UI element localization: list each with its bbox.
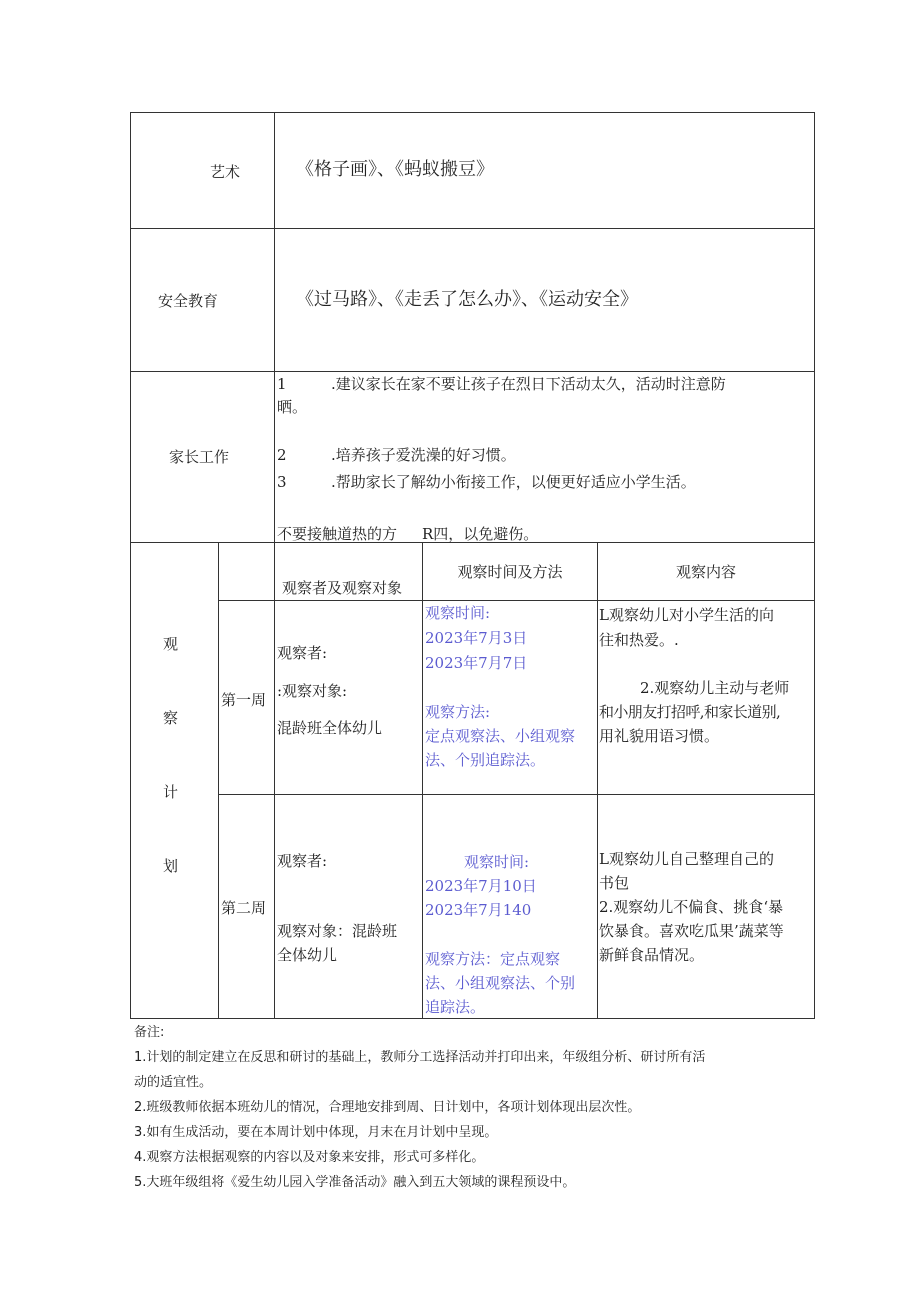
week2-content-line-5: 新鲜食品情况。 <box>599 946 705 964</box>
week2-method-line-3: 追踪法。 <box>425 998 486 1016</box>
parent-item-2-line1: .培养孩子爱洗澡的好习惯。 <box>331 446 516 464</box>
parent-item-3-num: 3 <box>277 473 287 491</box>
note-5: 5.大班年级组将《爱生幼儿园入学准备活动》融入到五大领域的课程预设中。 <box>134 1175 576 1190</box>
notes-title: 备注: <box>134 1025 165 1040</box>
note-1b: 动的适宜性。 <box>134 1075 213 1090</box>
week1-date-1: 2023年7月3日 <box>425 629 528 647</box>
parent-label: 家长工作 <box>169 448 230 466</box>
art-content: 《格子画》、《蚂蚁搬豆》 <box>296 159 494 180</box>
note-4: 4.观察方法根据观察的内容以及对象来安排，形式可多样化。 <box>134 1150 485 1165</box>
parent-item-1-line2: 晒。 <box>277 398 308 416</box>
week2-content-line-2: 书包 <box>599 874 630 892</box>
week1-content-line-5: 用礼貌用语习惯。 <box>599 727 720 745</box>
week1-content-line-3: 2.观察幼儿主动与老师 <box>640 679 790 697</box>
observation-label-char-1: 观 <box>163 635 179 653</box>
week2-time-label: 观察时间: <box>464 853 530 871</box>
parent-footer-right: R四，以免避伤。 <box>422 525 539 543</box>
week1-observer: 观察者: <box>277 644 328 662</box>
observation-label-char-4: 划 <box>163 857 179 875</box>
header-observer: 观察者及观察对象 <box>282 579 403 597</box>
week1-time-label: 观察时间: <box>425 604 491 622</box>
week2-method-line-2: 法、小组观察法、个别 <box>425 974 576 992</box>
week2-target-line-1: 观察对象：混龄班 <box>277 922 398 940</box>
week2-observer: 观察者: <box>277 852 328 870</box>
observation-label-char-2: 察 <box>163 709 179 727</box>
parent-item-1-num: 1 <box>277 375 287 393</box>
week1-method-label: 观察方法: <box>425 703 491 721</box>
week1-target-value: 混龄班全体幼儿 <box>277 719 383 737</box>
week1-content-line-4: 和小朋友打招呼,和家长道别, <box>599 703 781 721</box>
week1-content-line-2: 往和热爱。. <box>599 631 679 649</box>
week2-date-2: 2023年7月140 <box>425 901 532 919</box>
note-2: 2.班级教师依据本班幼儿的情况，合理地安排到周、日计划中，各项计划体现出层次性。 <box>134 1100 641 1115</box>
safety-content: 《过马路》、《走丢了怎么办》、《运动安全》 <box>296 289 638 310</box>
week2-content-line-3: 2.观察幼儿不偏食、挑食‘暴 <box>599 898 784 916</box>
week1-date-2: 2023年7月7日 <box>425 654 528 672</box>
week2-date-1: 2023年7月10日 <box>425 877 537 895</box>
header-content: 观察内容 <box>675 563 736 581</box>
parent-item-2-num: 2 <box>277 446 287 464</box>
week2-target-line-2: 全体幼儿 <box>277 946 338 964</box>
note-1a: 1.计划的制定建立在反思和研讨的基础上，教师分工选择活动并打印出来，年级组分析、研讨所有活 <box>134 1050 706 1065</box>
week1-method-line-1: 定点观察法、小组观察 <box>425 727 576 745</box>
week2-content-line-1: L观察幼儿自己整理自己的 <box>599 850 774 868</box>
parent-item-1-line1: .建议家长在家不要让孩子在烈日下活动太久，活动时注意防 <box>331 375 726 393</box>
week1-target: :观察对象: <box>277 682 348 700</box>
parent-footer-left: 不要接触道热的方 <box>277 525 398 543</box>
note-3: 3.如有生成活动，要在本周计划中体现，月末在月计划中呈现。 <box>134 1125 498 1140</box>
week2-content-line-4: 饮暴食。喜欢吃瓜果’蔬菜等 <box>599 922 784 940</box>
week1-method-line-2: 法、个别追踪法。 <box>425 751 546 769</box>
header-time-method: 观察时间及方法 <box>457 563 563 581</box>
week1-label: 第一周 <box>221 691 267 709</box>
safety-label: 安全教育 <box>158 292 219 310</box>
art-label: 艺术 <box>210 163 241 181</box>
week2-label: 第二周 <box>221 899 267 917</box>
week1-content-line-1: L观察幼儿对小学生活的向 <box>599 606 774 624</box>
parent-item-3-line1: .帮助家长了解幼小衔接工作，以便更好适应小学生活。 <box>331 473 696 491</box>
notes-section <box>134 1020 834 1195</box>
observation-label-char-3: 计 <box>163 783 179 801</box>
week2-method-line-1: 观察方法：定点观察 <box>425 950 561 968</box>
